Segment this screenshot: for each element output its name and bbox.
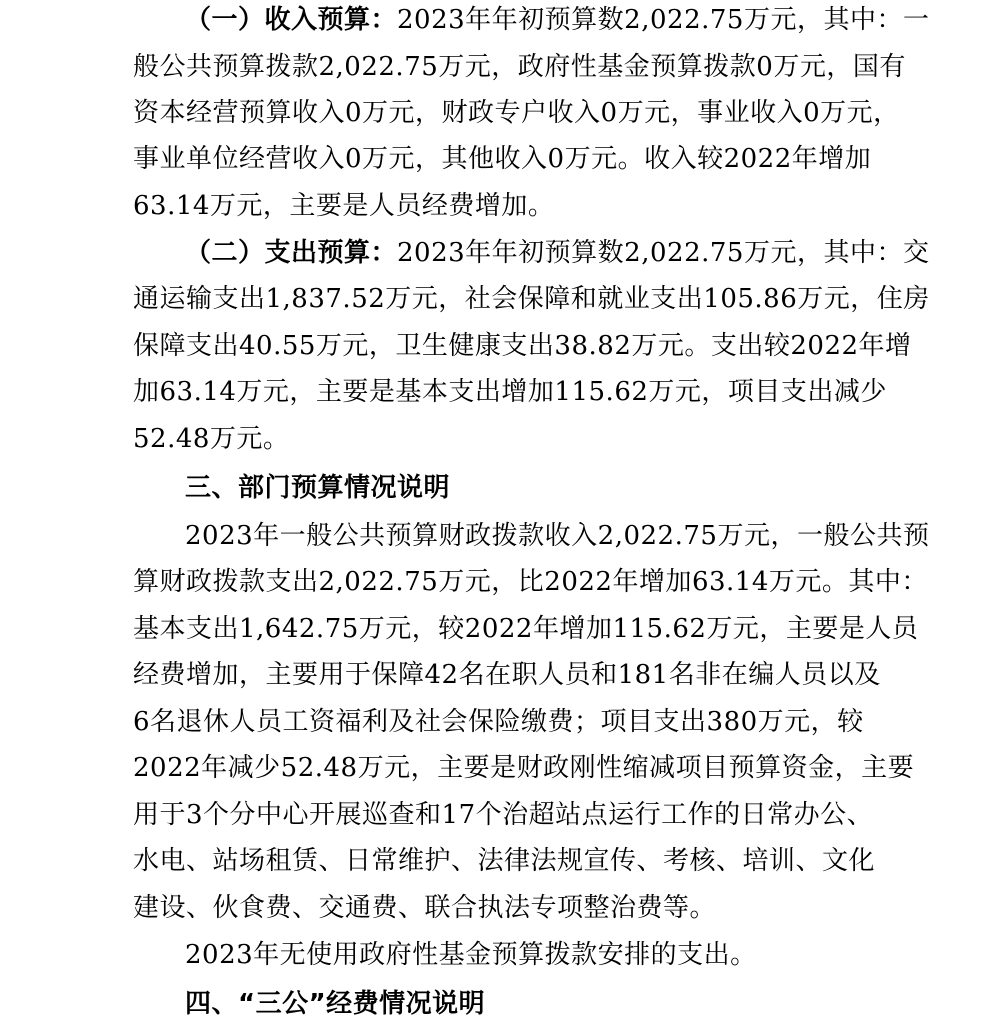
expenditure-paragraph-line-3: 保障支出40.55万元，卫生健康支出38.82万元。支出较2022年增	[133, 331, 912, 361]
income-text-1: 2023年年初预算数2,022.75万元，其中：一	[397, 5, 930, 35]
expenditure-paragraph-line-5: 52.48万元。	[133, 424, 290, 454]
income-label: （一）收入预算：	[185, 5, 398, 35]
dept-budget-line-1: 2023年一般公共预算财政拨款收入2,022.75万元，一般公共预	[185, 521, 930, 551]
dept-budget-line-6: 2022年减少52.48万元，主要是财政刚性缩减项目预算资金，主要	[133, 753, 915, 783]
section-heading-three-public: 四、“三公”经费情况说明	[185, 989, 486, 1019]
dept-budget-line-8: 水电、站场租赁、日常维护、法律法规宣传、考核、培训、文化	[133, 846, 876, 876]
dept-budget-line-2: 算财政拨款支出2,022.75万元，比2022年增加63.14万元。其中：	[133, 567, 928, 597]
dept-budget-line-7: 用于3个分中心开展巡查和17个治超站点运行工作的日常办公、	[133, 800, 874, 830]
expenditure-paragraph-line-1	[185, 238, 929, 268]
income-paragraph-line-2: 般公共预算拨款2,022.75万元，政府性基金预算拨款0万元，国有	[133, 52, 906, 82]
dept-budget-note: 2023年无使用政府性基金预算拨款安排的支出。	[185, 940, 757, 970]
expenditure-text-1: 2023年年初预算数2,022.75万元，其中：交	[397, 238, 930, 268]
section-heading-dept-budget: 三、部门预算情况说明	[185, 473, 451, 503]
dept-budget-line-3: 基本支出1,642.75万元，较2022年增加115.62万元，主要是人员	[133, 614, 919, 644]
expenditure-label: （二）支出预算：	[185, 238, 398, 268]
income-paragraph-line-4: 事业单位经营收入0万元，其他收入0万元。收入较2022年增加	[133, 144, 872, 174]
expenditure-paragraph-line-4: 加63.14万元，主要是基本支出增加115.62万元，项目支出减少	[133, 377, 887, 407]
dept-budget-line-9: 建设、伙食费、交通费、联合执法专项整治费等。	[133, 893, 717, 923]
dept-budget-line-4: 经费增加，主要用于保障42名在职人员和181名非在编人员以及	[133, 660, 881, 690]
dept-budget-line-5: 6名退休人员工资福利及社会保险缴费；项目支出380万元，较	[133, 707, 864, 737]
income-paragraph-line-5: 63.14万元，主要是人员经费增加。	[133, 191, 555, 221]
income-paragraph-line-1	[185, 5, 929, 35]
income-paragraph-line-3: 资本经营预算收入0万元，财政专户收入0万元，事业收入0万元，	[133, 98, 900, 128]
expenditure-paragraph-line-2: 通运输支出1,837.52万元，社会保障和就业支出105.86万元，住房	[133, 284, 930, 314]
